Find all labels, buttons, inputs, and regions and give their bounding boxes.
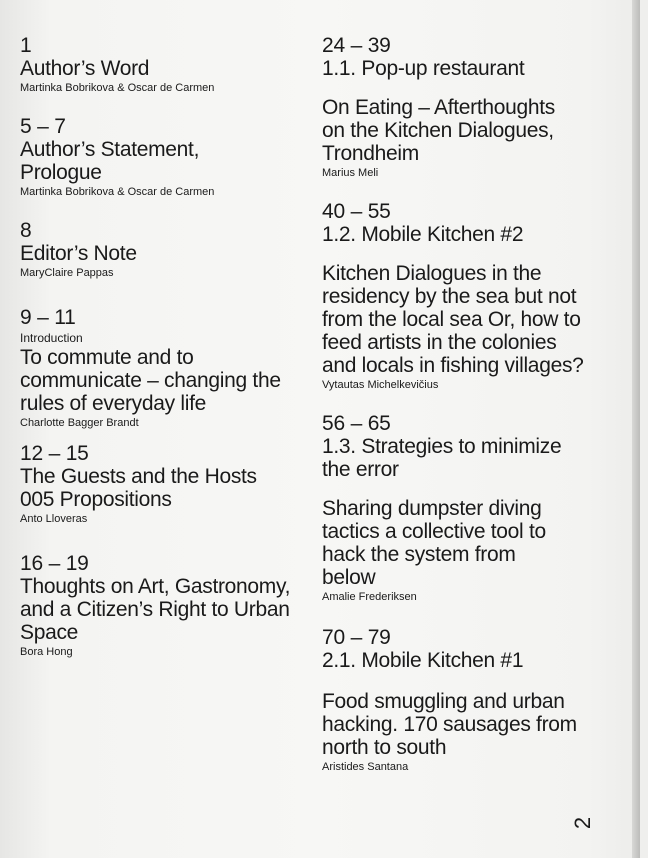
toc-title: Food smuggling and urban hacking. 170 sausages from north to south xyxy=(322,690,577,759)
toc-pages: 8 xyxy=(20,219,32,242)
toc-title: Author’s Statement, Prologue xyxy=(20,138,200,184)
toc-author: Amalie Frederiksen xyxy=(322,591,417,603)
toc-pages: 24 – 39 xyxy=(322,34,391,57)
toc-section-title: 1.1. Pop-up restaurant xyxy=(322,57,525,80)
toc-section-title: 2.1. Mobile Kitchen #1 xyxy=(322,649,524,672)
toc-title: Author’s Word xyxy=(20,57,150,80)
page-edge xyxy=(632,0,640,858)
toc-author: Anto Lloveras xyxy=(20,513,88,525)
toc-title: To commute and to communicate – changing the rules of everyday life xyxy=(20,346,281,415)
page-number: 2 xyxy=(570,816,596,830)
toc-title: Sharing dumpster diving tactics a collective tool to hack the system from below xyxy=(322,497,546,589)
toc-entry xyxy=(322,690,577,774)
toc-entry xyxy=(322,96,557,180)
toc-entry xyxy=(322,497,567,604)
toc-entry xyxy=(20,306,310,430)
toc-entry xyxy=(20,115,230,199)
toc-kicker: Introduction xyxy=(20,331,83,345)
toc-pages: 70 – 79 xyxy=(322,626,391,649)
toc-section xyxy=(322,200,622,246)
toc-pages: 9 – 11 xyxy=(20,306,76,329)
toc-title: The Guests and the Hosts 005 Propositions xyxy=(20,465,257,511)
toc-author: Aristides Santana xyxy=(322,761,409,773)
toc-author: MaryClaire Pappas xyxy=(20,267,114,279)
toc-author: Martinka Bobrikova & Oscar de Carmen xyxy=(20,82,215,94)
toc-entry xyxy=(20,219,310,280)
toc-right-column xyxy=(322,34,622,774)
toc-entry xyxy=(20,552,310,659)
toc-author: Vytautas Michelkevičius xyxy=(322,379,439,391)
toc-pages: 1 xyxy=(20,34,32,57)
toc-pages: 40 – 55 xyxy=(322,200,391,223)
toc-author: Charlotte Bagger Brandt xyxy=(20,417,139,429)
toc-author: Martinka Bobrikova & Oscar de Carmen xyxy=(20,186,215,198)
toc-section xyxy=(322,34,622,80)
toc-pages: 12 – 15 xyxy=(20,442,89,465)
toc-entry xyxy=(322,262,592,392)
toc-author: Bora Hong xyxy=(20,646,73,658)
toc-left-column xyxy=(20,34,310,659)
toc-section xyxy=(322,626,622,672)
toc-pages: 16 – 19 xyxy=(20,552,89,575)
toc-pages: 56 – 65 xyxy=(322,412,391,435)
toc-title: Thoughts on Art, Gastronomy, and a Citizen’s Right to Urban Space xyxy=(20,575,291,644)
toc-title: Editor’s Note xyxy=(20,242,137,265)
toc-title: On Eating – Afterthoughts on the Kitchen Dialogues, Trondheim xyxy=(322,96,555,165)
toc-pages: 5 – 7 xyxy=(20,115,66,138)
toc-title: Kitchen Dialogues in the residency by the sea but not from the local sea Or, how to feed artists in the colonies and locals in fishing villages? xyxy=(322,262,584,377)
toc-section-title: 1.2. Mobile Kitchen #2 xyxy=(322,223,524,246)
toc-section-title: 1.3. Strategies to minimize the error xyxy=(322,435,562,481)
toc-section xyxy=(322,412,572,481)
toc-entry xyxy=(20,442,260,526)
toc-entry xyxy=(20,34,310,95)
toc-author: Marius Meli xyxy=(322,167,379,179)
